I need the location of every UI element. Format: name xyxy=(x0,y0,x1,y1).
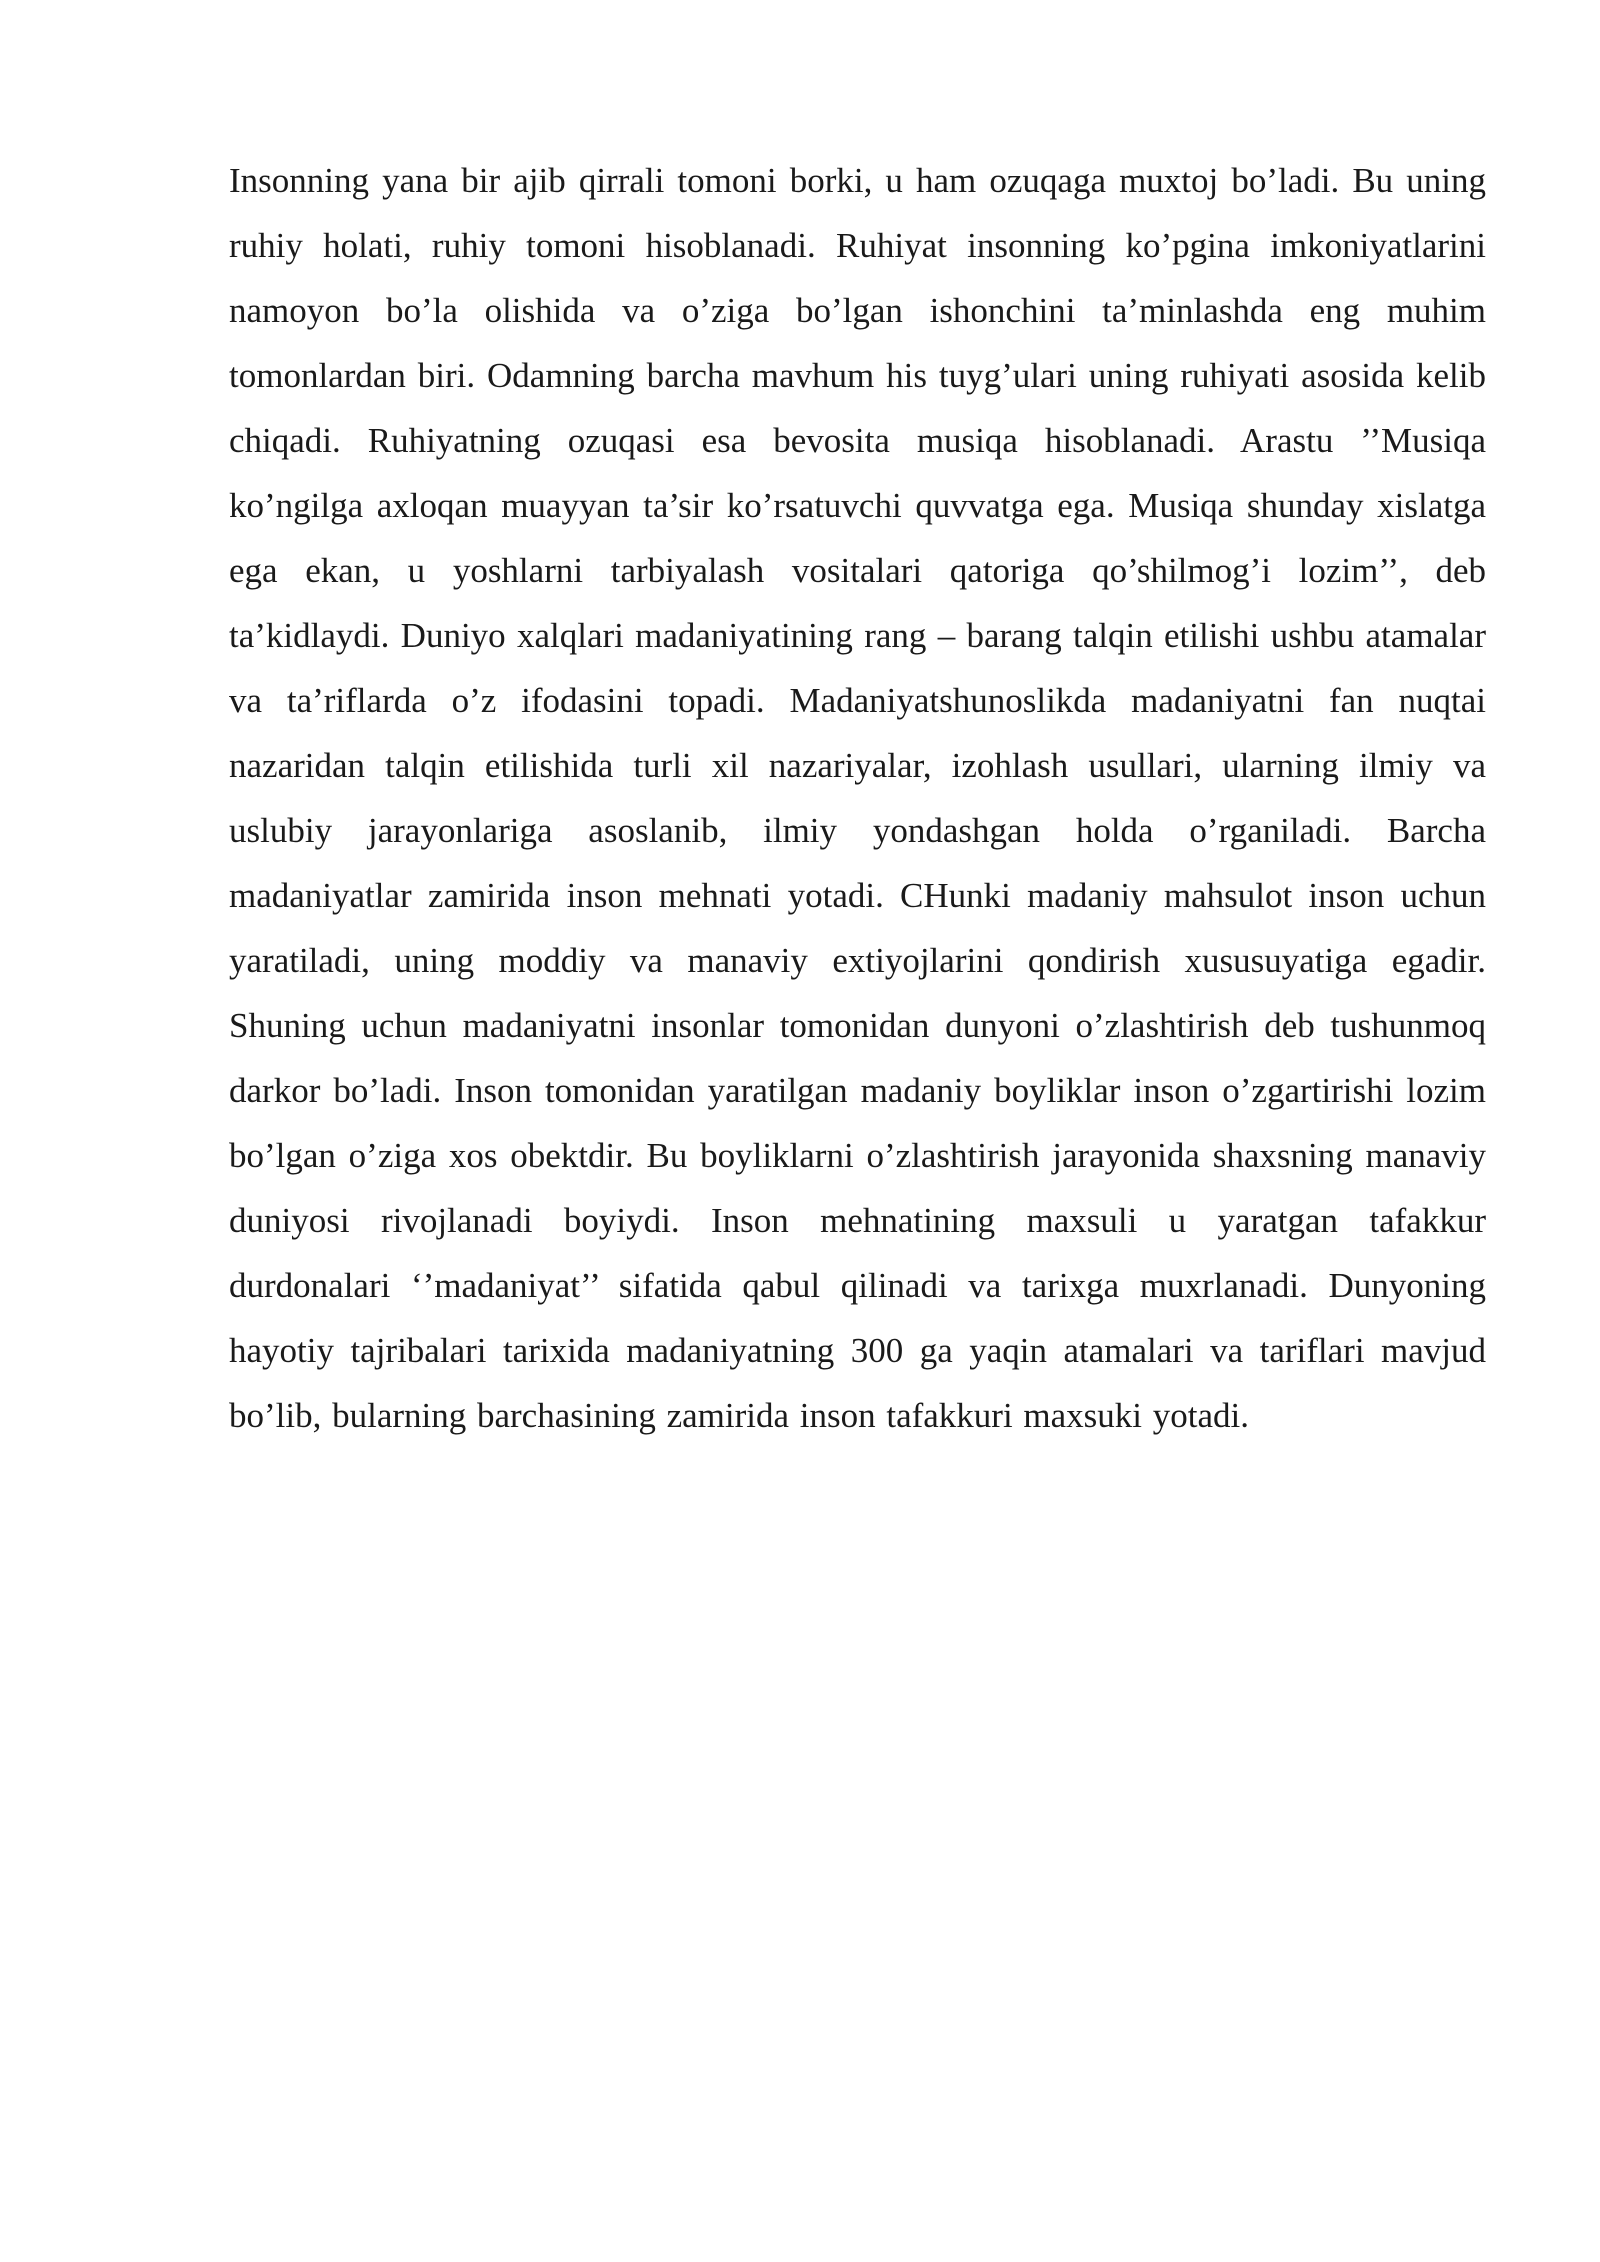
body-paragraph: Insonning yana bir ajib qirrali tomoni borki, u ham ozuqaga muxtoj bo’ladi. Bu uning ruhiy holati, ruhiy tomoni hisoblanadi. Ruhiyat insonning ko’pgina imkoniyatlarini namoyon bo’la olishida va o’ziga bo’lgan ishonchini ta’minlashda eng muhim tomonlardan biri. Odamning barcha mavhum his tuyg’ulari uning ruhiyati asosida kelib chiqadi. Ruhiyatning ozuqasi esa bevosita musiqa hisoblanadi. Arastu ’’Musiqa ko’ngilga axloqan muayyan ta’sir ko’rsatuvchi quvvatga ega. Musiqa shunday xislatga ega ekan, u yoshlarni tarbiyalash vositalari qatoriga qo’shilmog’i lozim’’, deb ta’kidlaydi. Duniyo xalqlari madaniyatining rang – barang talqin etilishi ushbu atamalar va ta’riflarda o’z ifodasini topadi. Madaniyatshunoslikda madaniyatni fan nuqtai nazaridan talqin etilishida turli xil nazariyalar, izohlash usullari, ularning ilmiy va uslubiy jarayonlariga asoslanib, ilmiy yondashgan holda o’rganiladi. Barcha madaniyatlar zamirida inson mehnati yotadi. CHunki madaniy mahsulot inson uchun yaratiladi, uning moddiy va manaviy extiyojlarini qondirish xususuyatiga egadir. Shuning uchun madaniyatni insonlar tomonidan dunyoni o’zlashtirish deb tushunmoq darkor bo’ladi. Inson tomonidan yaratilgan madaniy boyliklar inson o’zgartirishi lozim bo’lgan o’ziga xos obektdir. Bu boyliklarni o’zlashtirish jarayonida shaxsning manaviy duniyosi rivojlanadi boyiydi. Inson mehnatining maxsuli u yaratgan tafakkur durdonalari ‘’madaniyat’’ sifatida qabul qilinadi va tarixga muxrlanadi. Dunyoning hayotiy tajribalari tarixida madaniyatning 300 ga yaqin atamalari va tariflari mavjud bo’lib, bularning barchasining zamirida inson tafakkuri maxsuki yotadi. xyxy=(229,161,1486,1435)
